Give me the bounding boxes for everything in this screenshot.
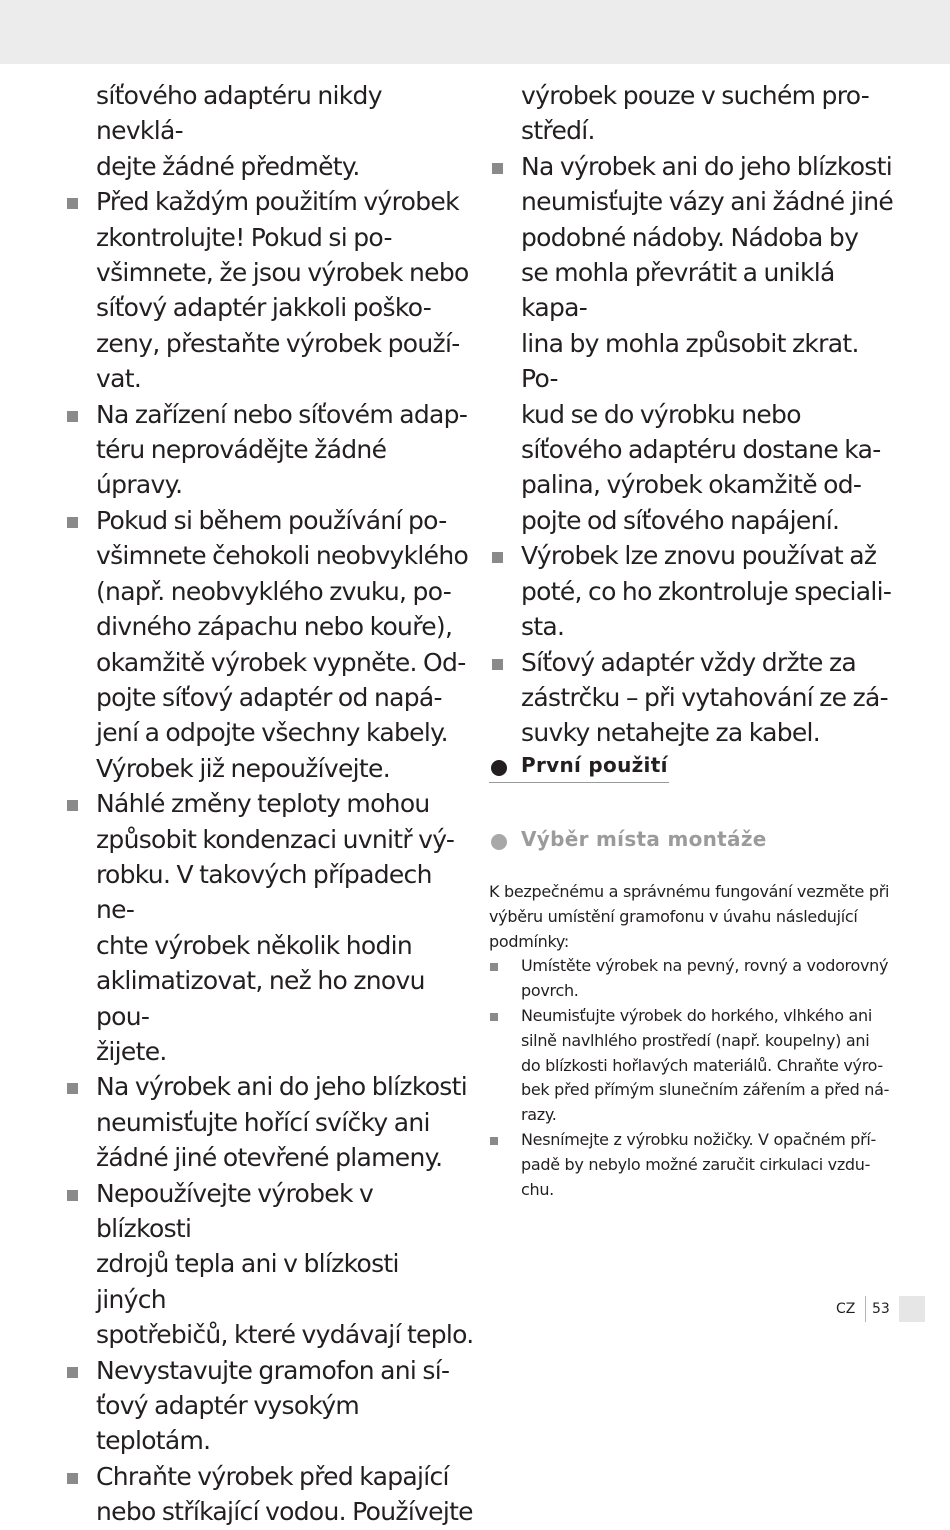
text-line: poté, co ho zkontroluje speciali- (521, 576, 892, 606)
text-line: do blízkosti hořlavých materiálů. Chraňte výro- (521, 1055, 883, 1075)
footer-divider (865, 1296, 866, 1322)
language-code: CZ (836, 1301, 856, 1317)
text-line: spotřebičů, které vydávají teplo. (96, 1320, 474, 1350)
text-line: Nepoužívejte výrobek v blízkosti (96, 1178, 374, 1243)
text-line: všimnete, že jsou výrobek nebo (96, 258, 469, 288)
square-bullet-icon (67, 517, 78, 528)
text-line: Síťový adaptér vždy držte za (521, 647, 857, 677)
safety-item (489, 538, 894, 644)
text-line: žádné jiné otevřené plameny. (96, 1143, 443, 1173)
top-band (0, 0, 950, 64)
text-line: ťový adaptér vysokým teplotám. (96, 1391, 360, 1456)
square-bullet-icon (490, 1137, 498, 1145)
square-bullet-icon (492, 659, 503, 670)
text-line: jení a odpojte všechny kabely. (96, 718, 448, 748)
text-line: Před každým použitím výrobek (96, 187, 459, 217)
text-line: podobné nádoby. Nádoba by (521, 222, 859, 252)
text-line: aklimatizovat, než ho znovu pou- (96, 966, 425, 1031)
text-line: neumisťujte vázy ani žádné jiné (521, 187, 894, 217)
right-column (489, 78, 894, 751)
text-line: středí. (521, 116, 595, 146)
text-line: výrobek pouze v suchém pro- (521, 81, 870, 110)
text-line: dejte žádné předměty. (96, 151, 360, 181)
safety-item (64, 786, 474, 1069)
subsection-heading (489, 826, 889, 856)
mounting-text (489, 880, 894, 1202)
square-bullet-icon (67, 1083, 78, 1094)
text-line: pojte od síťového napájení. (521, 505, 840, 535)
text-line: Na výrobek ani do jeho blízkosti (96, 1072, 467, 1102)
bullet-dot-icon (491, 834, 507, 850)
bullet-dot-icon (491, 760, 507, 776)
text-line: žijete. (96, 1036, 167, 1066)
text-line: téru neprovádějte žádné úpravy. (96, 435, 387, 500)
text-line: robku. V takových případech ne- (96, 859, 432, 925)
condition-item (489, 954, 894, 1004)
square-bullet-icon (67, 800, 78, 811)
square-bullet-icon (492, 552, 503, 563)
text-line: se mohla převrátit a uniklá kapa- (521, 258, 835, 323)
text-line: Chraňte výrobek před kapající (96, 1461, 449, 1491)
safety-item (64, 503, 474, 786)
section-title: První použití (521, 753, 668, 777)
text-line: Pokud si během používání po- (96, 505, 447, 535)
safety-item (64, 1176, 474, 1353)
text-line: Neumisťujte výrobek do horkého, vlhkého ani (521, 1005, 872, 1025)
continuation-text (489, 78, 894, 149)
text-line: chu. (521, 1179, 554, 1199)
safety-item (64, 184, 474, 396)
text-line: zeny, přestaňte výrobek použí- (96, 328, 460, 358)
square-bullet-icon (67, 1190, 78, 1201)
condition-item (489, 1004, 894, 1128)
intro-paragraph (489, 880, 894, 954)
text-line: sta. (521, 612, 565, 642)
safety-item (64, 1353, 474, 1459)
text-line: zkontrolujte! Pokud si po- (96, 222, 392, 252)
safety-item (64, 1069, 474, 1175)
text-line: Výrobek lze znovu používat až (521, 541, 877, 571)
text-line: Nevystavujte gramofon ani sí- (96, 1355, 450, 1385)
text-line: kud se do výrobku nebo (521, 399, 801, 429)
subsection-title: Výběr místa montáže (521, 827, 767, 851)
section-heading (489, 752, 669, 783)
text-line: Náhlé změny teploty mohou (96, 789, 430, 819)
text-line: síťového adaptéru nikdy nevklá- (96, 81, 382, 146)
safety-item (489, 149, 894, 538)
text-line: silně navlhlého prostředí (např. koupelny) ani (521, 1030, 870, 1050)
square-bullet-icon (67, 1367, 78, 1378)
continuation-text (64, 78, 474, 184)
text-line: podmínky: (489, 931, 569, 951)
square-bullet-icon (67, 1473, 78, 1484)
text-line: okamžitě výrobek vypněte. Od- (96, 647, 466, 677)
text-line: zástrčku – při vytahování ze zá- (521, 682, 888, 712)
text-line: způsobit kondenzaci uvnitř vý- (96, 824, 455, 854)
condition-item (489, 1128, 894, 1202)
square-bullet-icon (67, 198, 78, 209)
text-line: Výrobek již nepoužívejte. (96, 753, 390, 783)
text-line: lina by mohla způsobit zkrat. Po- (521, 328, 859, 394)
text-line: výběru umístění gramofonu v úvahu následující (489, 906, 858, 926)
left-column (64, 78, 474, 1530)
text-line: síťového adaptéru dostane ka- (521, 435, 881, 465)
text-line: divného zápachu nebo kouře), (96, 612, 453, 642)
text-line: Na zařízení nebo síťovém adap- (96, 399, 468, 429)
text-line: všimnete čehokoli neobvyklého (96, 541, 469, 571)
text-line: suvky netahejte za kabel. (521, 718, 821, 748)
page-tab-marker (899, 1296, 925, 1322)
square-bullet-icon (67, 411, 78, 422)
square-bullet-icon (490, 963, 498, 971)
text-line: nebo stříkající vodou. Používejte (96, 1497, 473, 1527)
text-line: vat. (96, 364, 142, 394)
text-line: bek před přímým slunečním zářením a před ná- (521, 1080, 890, 1100)
text-line: Nesnímejte z výrobku nožičky. V opačném pří- (521, 1129, 877, 1149)
text-line: povrch. (521, 981, 579, 1001)
safety-item (489, 645, 894, 751)
text-line: chte výrobek několik hodin (96, 930, 413, 960)
square-bullet-icon (490, 1013, 498, 1021)
square-bullet-icon (492, 163, 503, 174)
text-line: palina, výrobek okamžitě od- (521, 470, 862, 500)
text-line: Umístěte výrobek na pevný, rovný a vodorovný (521, 956, 889, 976)
text-line: neumisťujte hořící svíčky ani (96, 1107, 430, 1137)
text-line: síťový adaptér jakkoli poško- (96, 293, 432, 323)
text-line: K bezpečnému a správnému fungování vezměte při (489, 882, 890, 901)
text-line: pojte síťový adaptér od napá- (96, 682, 442, 712)
text-line: Na výrobek ani do jeho blízkosti (521, 151, 892, 181)
text-line: zdrojů tepla ani v blízkosti jiných (96, 1249, 399, 1314)
safety-item (64, 1459, 474, 1530)
text-line: padě by nebylo možné zaručit cirkulaci vzdu- (521, 1154, 871, 1174)
text-line: razy. (521, 1105, 557, 1125)
text-line: (např. neobvyklého zvuku, po- (96, 576, 452, 606)
page-number: 53 (872, 1301, 890, 1317)
safety-item (64, 397, 474, 503)
